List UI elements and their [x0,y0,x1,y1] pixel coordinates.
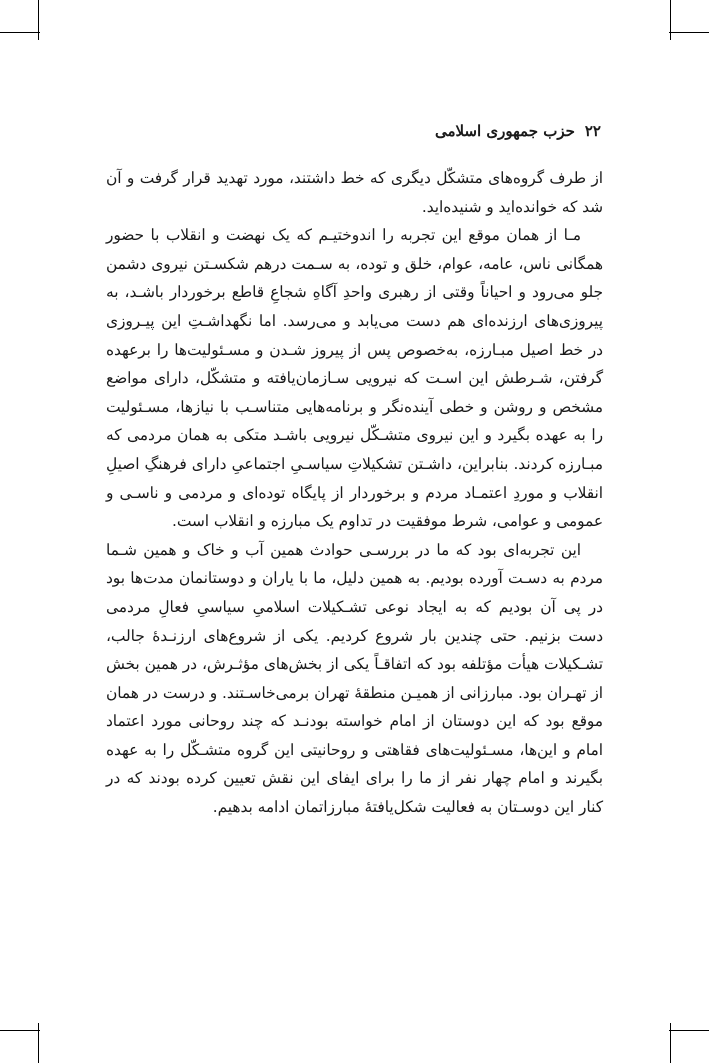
crop-mark [0,1030,40,1031]
crop-mark [38,1023,39,1063]
crop-mark [38,0,39,40]
crop-mark [669,32,709,33]
crop-mark [670,0,671,40]
page-number: ۲۲ [584,122,601,140]
crop-mark [669,1030,709,1031]
page-body [106,164,603,822]
paragraph: از طرف گروه‌های متشکّل دیگری که خط داشتند، مورد تهدید قرار گرفت و آن شد که خوانده‌اید و شنیده‌اید. [106,169,603,216]
paragraph: مـا از همان موقع این تجربه را اندوختیـم که یک نهضت و انقلاب با حضور همگانی ناس، عامه، عوام، خلق و توده، به سـمت درهم شکسـتن نیروی دشمن جلو می‌رود و احیاناً وقتی از رهبری واحدِ آگاهِ شجاعِ قاطع برخوردار باشـد، به پیروزی‌های ارزنده‌ای هم دست می‌یابد و می‌رسد. اما نگهداشـتِ این پیـروزی در خط اصیل مبـارزه، به‌خصوص پس از پیروز شـدن و مسـئولیت‌ها را برعهده گرفتن، شـرطش این اسـت که نیرویی سـازمان‌یافته و متشکّل، دارای مواضع مشخص و روشن و خطی آینده‌نگر و برنامه‌هایی متناسـب با نیازها، مسـئولیت را به عهده بگیرد و این نیروی متشـکّل نیرویی باشـد متکی به همان مردمی که مبـارزه کردند. بنابراین، داشـتن تشکیلاتِ سیاسـیِ اجتماعیِ دارای فرهنگِ اصیلِ انقلاب و موردِ اعتمـاد مردم و برخوردار از پایگاه توده‌ای و مردمی و ناسـی و عمومی و عوامی، شرط موفقیت در تداوم یک مبارزه و انقلاب است. [106,226,603,531]
crop-mark [0,32,40,33]
book-title: حزب جمهوری اسلامی [434,122,575,140]
paragraph: این تجربه‌ای بود که ما در بررسـی حوادث همین آب و خاک و همین شـما مردم به دسـت آورده بودیم. به همین دلیل، ما با یاران و دوستانمان مدت‌ها بود در پی آن بودیم که به ایجاد نوعی تشـکیلات اسلامیِ سیاسیِ فعالِ مردمی دست بزنیم. حتی چندین بار شروع کردیم. یکی از شروع‌های ارزنـدۀ جالب، تشـکیلات هیأت مؤتلفه بود که اتفاقـاً یکی از بخش‌های مؤثـرش، در همین بخش از تهـران بود. مبارزانی از همیـن منطقۀ تهران برمی‌خاسـتند. و درست در همان موقع بود که این دوستان از امام خواسته بودنـد که چند روحانی مورد اعتماد امام و این‌ها، مسـئولیت‌های فقاهتی و روحانیتی این گروه متشـکّل را به عهده بگیرند و امام چهار نفر از ما را برای ایفای این نقش تعیین کرده بودند که در کنار این دوسـتان به فعالیت شکل‌یافتۀ مبارزاتمان ادامه بدهیم. [106,540,603,817]
running-header [108,122,601,146]
crop-mark [670,1023,671,1063]
